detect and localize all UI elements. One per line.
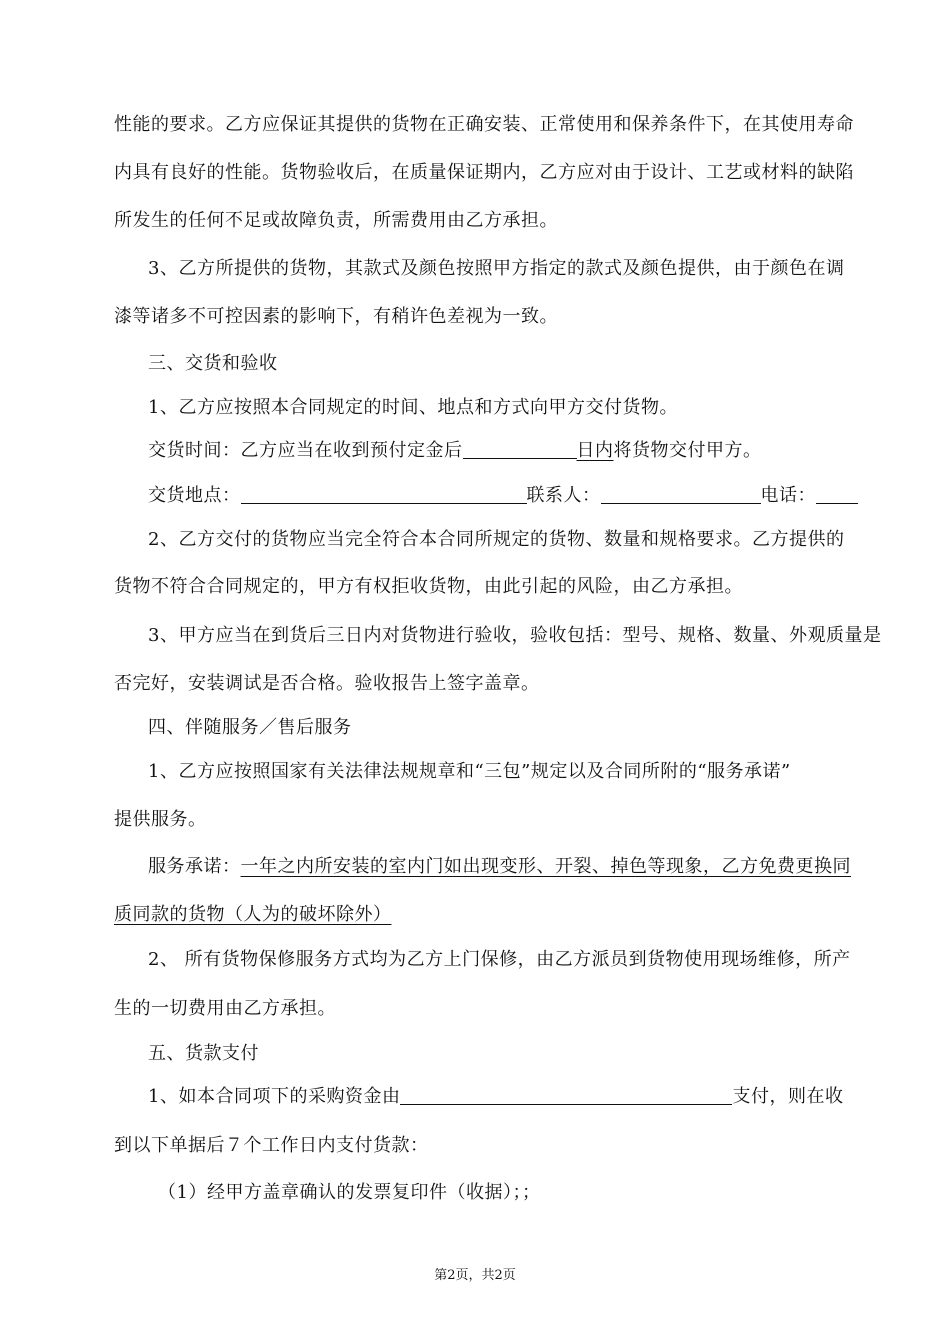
paragraph-line: 2、乙方交付的货物应当完全符合本合同所规定的货物、数量和规格要求。乙方提供的 <box>148 529 845 550</box>
paragraph-line: 到以下单据后７个工作日内支付货款： <box>114 1135 429 1156</box>
phone-label: 电话： <box>760 485 816 506</box>
delivery-place-blank[interactable] <box>241 485 527 504</box>
paragraph-line: 性能的要求。乙方应保证其提供的货物在正确安装、正常使用和保养条件下，在其使用寿命 <box>114 114 854 135</box>
paragraph-line: 生的一切费用由乙方承担。 <box>114 998 336 1019</box>
service-commitment-line <box>148 855 862 879</box>
payment-suffix: 支付，则在收 <box>732 1086 844 1107</box>
paragraph-line: 3、甲方应当在到货后三日内对货物进行验收，验收包括：型号、规格、数量、外观质量是 <box>148 625 882 646</box>
paragraph-line: 1、乙方应按照国家有关法律法规规章和“三包”规定以及合同所附的“服务承诺” <box>148 761 791 782</box>
paragraph-line: 内具有良好的性能。货物验收后，在质量保证期内，乙方应对由于设计、工艺或材料的缺陷 <box>114 162 854 183</box>
phone-blank[interactable] <box>816 485 858 504</box>
section-heading: 四、伴随服务／售后服务 <box>148 717 352 738</box>
delivery-place-line <box>148 484 862 508</box>
paragraph-line: 2、 所有货物保修服务方式均为乙方上门保修，由乙方派员到货物使用现场维修，所产 <box>148 949 851 970</box>
delivery-time-prefix: 交货时间：乙方应当在收到预付定金后 <box>148 440 463 461</box>
paragraph-line: 提供服务。 <box>114 809 207 830</box>
delivery-place-label: 交货地点： <box>148 485 241 506</box>
section-heading: 五、货款支付 <box>148 1043 259 1064</box>
delivery-time-suffix: 将货物交付甲方。 <box>613 440 762 461</box>
payment-line <box>148 1085 862 1109</box>
paragraph-line: 漆等诸多不可控因素的影响下，有稍许色差视为一致。 <box>114 306 558 327</box>
contact-blank[interactable] <box>601 485 761 504</box>
section-heading: 三、交货和验收 <box>148 353 278 374</box>
service-label: 服务承诺： <box>148 856 241 877</box>
service-text: 一年之内所安装的室内门如出现变形、开裂、掉色等现象，乙方免费更换同 <box>240 856 851 877</box>
payment-prefix: 1、如本合同项下的采购资金由 <box>148 1086 401 1107</box>
service-commitment-line <box>114 903 862 927</box>
paragraph-line: 1、乙方应按照本合同规定的时间、地点和方式向甲方交付货物。 <box>148 397 678 418</box>
delivery-time-line <box>148 439 862 463</box>
delivery-time-unit: 日内 <box>576 440 614 461</box>
contact-label: 联系人： <box>526 485 601 506</box>
service-text: 质同款的货物（人为的破坏除外） <box>114 904 392 925</box>
paragraph-line: 所发生的任何不足或故障负责，所需费用由乙方承担。 <box>114 210 558 231</box>
paragraph-line: 货物不符合合同规定的，甲方有权拒收货物，由此引起的风险，由乙方承担。 <box>114 576 743 597</box>
list-item: （1）经甲方盖章确认的发票复印件（收据）；； <box>158 1182 541 1203</box>
delivery-days-blank[interactable] <box>463 440 577 459</box>
paragraph-line: 否完好，安装调试是否合格。验收报告上签字盖章。 <box>114 673 540 694</box>
page-footer: 第2页，共2页 <box>434 1268 516 1283</box>
paragraph-line: 3、乙方所提供的货物，其款式及颜色按照甲方指定的款式及颜色提供，由于颜色在调 <box>148 258 845 279</box>
payment-source-blank[interactable] <box>400 1086 732 1105</box>
